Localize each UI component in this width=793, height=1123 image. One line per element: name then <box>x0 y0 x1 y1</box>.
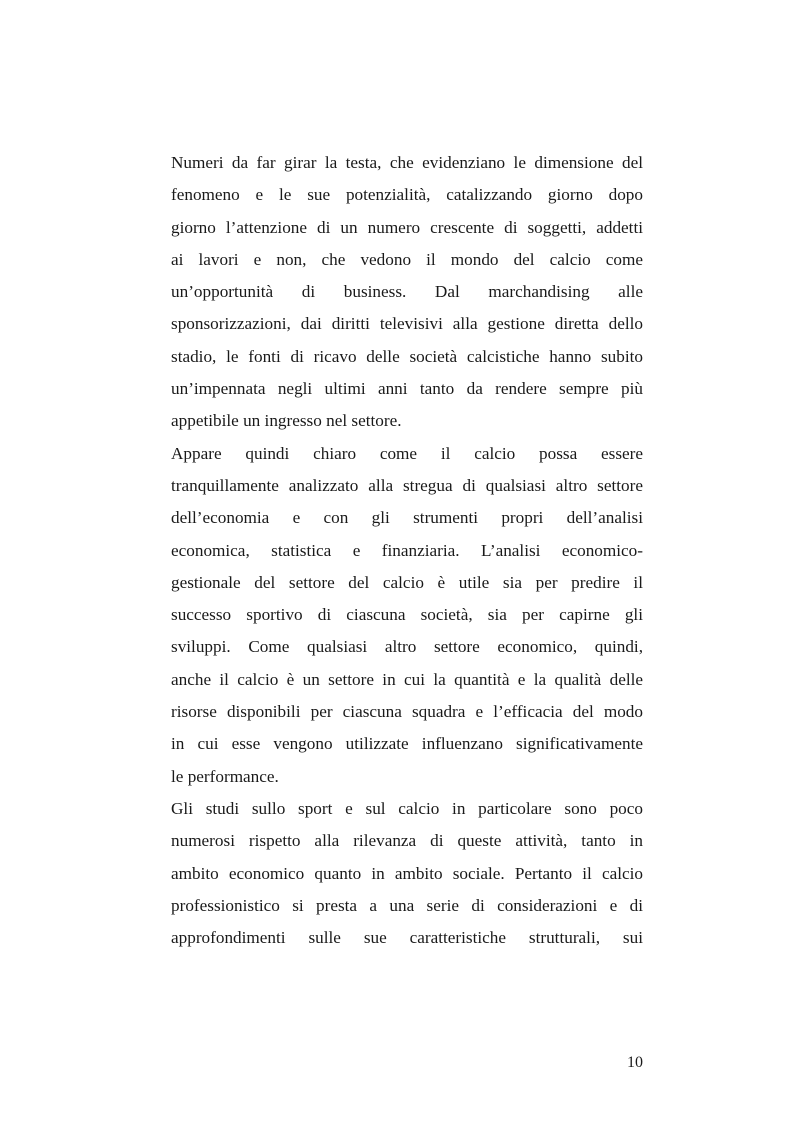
text-line: tranquillamente analizzato alla stregua di qualsiasi altro settore <box>171 475 643 495</box>
text-line: le performance. <box>171 766 279 786</box>
page-number: 10 <box>627 1054 643 1071</box>
text-line: sviluppi. Come qualsiasi altro settore economico, quindi, <box>171 637 643 657</box>
text-line: risorse disponibili per ciascuna squadra e l’efficacia del modo <box>171 702 643 722</box>
text-line: ambito economico quanto in ambito sociale. Pertanto il calcio <box>171 863 643 883</box>
text-line: successo sportivo di ciascuna società, sia per capirne gli <box>171 605 643 625</box>
text-line: anche il calcio è un settore in cui la quantità e la qualità delle <box>171 669 643 689</box>
paragraph <box>171 438 643 793</box>
text-line: gestionale del settore del calcio è utile sia per predire il <box>171 572 643 592</box>
text-line: un’impennata negli ultimi anni tanto da rendere sempre più <box>171 379 643 399</box>
text-line: sponsorizzazioni, dai diritti televisivi alla gestione diretta dello <box>171 314 643 334</box>
text-line: Gli studi sullo sport e sul calcio in particolare sono poco <box>171 798 643 818</box>
text-line: un’opportunità di business. Dal marchandising alle <box>171 282 643 302</box>
paragraph <box>171 147 643 438</box>
text-line: in cui esse vengono utilizzate influenzano significativamente <box>171 734 643 754</box>
text-line: giorno l’attenzione di un numero crescente di soggetti, addetti <box>171 217 643 237</box>
text-line: numerosi rispetto alla rilevanza di queste attività, tanto in <box>171 831 643 851</box>
text-line: ai lavori e non, che vedono il mondo del calcio come <box>171 249 643 269</box>
paragraph <box>171 793 643 954</box>
body-text <box>171 147 643 954</box>
text-line: fenomeno e le sue potenzialità, catalizzando giorno dopo <box>171 185 643 205</box>
text-line: economica, statistica e finanziaria. L’analisi economico- <box>171 540 643 560</box>
text-line: appetibile un ingresso nel settore. <box>171 411 402 431</box>
text-line: approfondimenti sulle sue caratteristiche strutturali, sui <box>171 928 643 948</box>
text-line: dell’economia e con gli strumenti propri dell’analisi <box>171 508 643 528</box>
text-line: Numeri da far girar la testa, che evidenziano le dimensione del <box>171 153 643 172</box>
text-line: professionistico si presta a una serie di considerazioni e di <box>171 895 643 915</box>
text-line: stadio, le fonti di ricavo delle società calcistiche hanno subito <box>171 346 643 366</box>
text-line: Appare quindi chiaro come il calcio possa essere <box>171 443 643 463</box>
